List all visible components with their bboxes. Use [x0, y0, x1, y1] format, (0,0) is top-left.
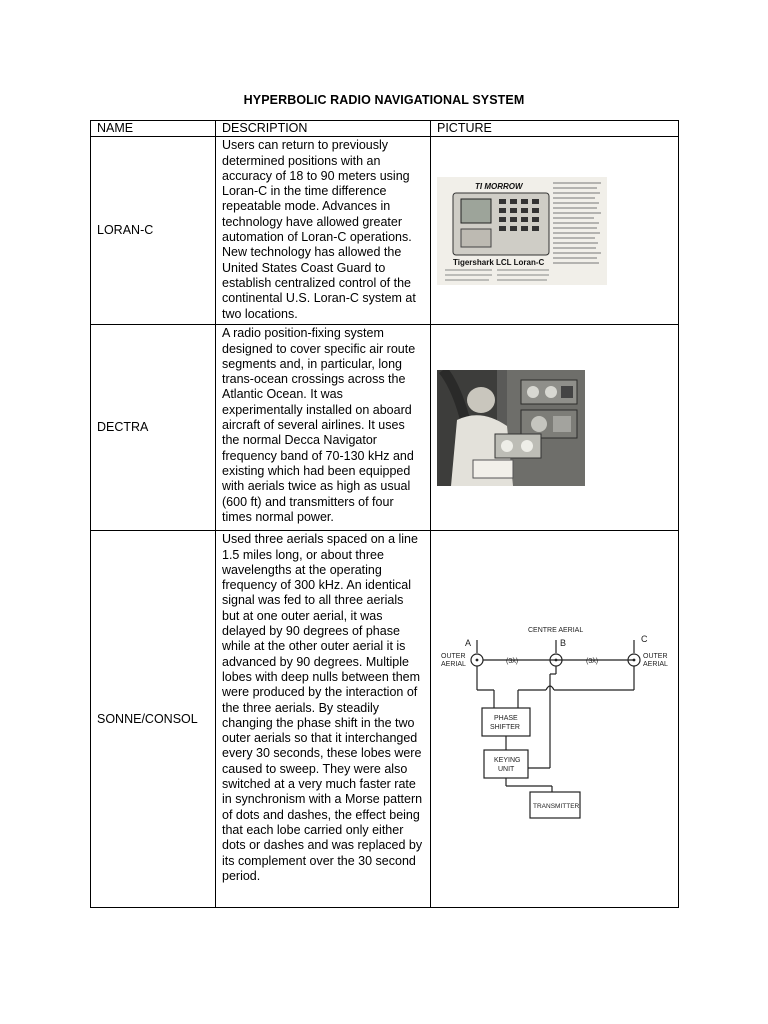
- navigation-systems-table: [90, 120, 679, 908]
- phase-shifter-label-2: SHIFTER: [490, 724, 520, 732]
- outer-aerial-label-left-2: AERIAL: [441, 661, 466, 669]
- page-title: HYPERBOLIC RADIO NAVIGATIONAL SYSTEM: [243, 93, 525, 107]
- spacing-label-right: (3λ): [586, 658, 599, 666]
- loran-receiver-image: [437, 177, 607, 285]
- dectra-operator-photo: [437, 370, 585, 486]
- outer-aerial-label-right-1: OUTER: [643, 653, 668, 661]
- row-picture: [431, 137, 679, 325]
- row-description: Used three aerials spaced on a line 1.5 miles long, or about three wavelengths at the operating frequency of 300 kHz. An identical signal was fed to all three aerials but at one outer aerial, it was delayed by 90 degrees of phase while at the other outer aerial it is advanced by 90 degrees. Multiple lobes with deep nulls between them were produced by the interaction of the three aerials. By steadily changing the phase shift in the two outer aerials so that it interchanged every 30 seconds, these lobes were caused to sweep. They were also switched at a very much faster rate in synchronism with a Morse pattern of dots and dashes, the effect being that each lobe carried only either dots or dashes and was replaced by its complement over the 30 second period.: [216, 531, 431, 908]
- row-name: LORAN-C: [91, 137, 216, 325]
- aerial-label-b: B: [560, 638, 567, 649]
- table-header-row: [91, 121, 679, 137]
- image-caption: Tigershark LCL Loran-C: [453, 257, 545, 267]
- row-picture: [431, 325, 679, 531]
- row-description: Users can return to previously determined positions with an accuracy of 18 to 90 meters using Loran-C in the time difference repeatable mode. Advances in technology have allowed greater automation of Loran-C operations. New technology has allowed the United States Coast Guard to establish centralized control of the continental U.S. Loran-C system at two locations.: [216, 137, 431, 325]
- consol-aerial-diagram: [436, 616, 668, 822]
- keying-unit-label-1: KEYING: [494, 757, 521, 765]
- header-name: NAME: [91, 121, 216, 137]
- row-picture: [431, 531, 679, 908]
- row-name: SONNE/CONSOL: [91, 531, 216, 908]
- row-name: DECTRA: [91, 325, 216, 531]
- aerial-label-c: C: [641, 634, 648, 645]
- header-picture: PICTURE: [431, 121, 679, 137]
- outer-aerial-label-left-1: OUTER: [441, 653, 466, 661]
- spacing-label-left: (3λ): [506, 658, 519, 666]
- transmitter-label: TRANSMITTER: [533, 803, 580, 811]
- outer-aerial-label-right-2: AERIAL: [643, 661, 668, 669]
- phase-shifter-label-1: PHASE: [494, 715, 518, 723]
- header-description: DESCRIPTION: [216, 121, 431, 137]
- brand-logo: TI MORROW: [475, 181, 523, 191]
- row-description: A radio position-fixing system designed to cover specific air route segments and, in particular, long trans-ocean crossings across the Atlantic Ocean. It was experimentally installed on aboard aircraft of several airlines. It uses the normal Decca Navigator frequency band of 70-130 kHz and existing which had been equipped with aerials twice as high as usual (600 ft) and transmitters of four times normal power.: [216, 325, 431, 531]
- keying-unit-label-2: UNIT: [498, 766, 515, 774]
- centre-aerial-label: CENTRE AERIAL: [528, 627, 584, 635]
- table-row: [91, 137, 679, 325]
- aerial-label-a: A: [465, 638, 472, 649]
- table-row: [91, 325, 679, 531]
- table-row: [91, 531, 679, 908]
